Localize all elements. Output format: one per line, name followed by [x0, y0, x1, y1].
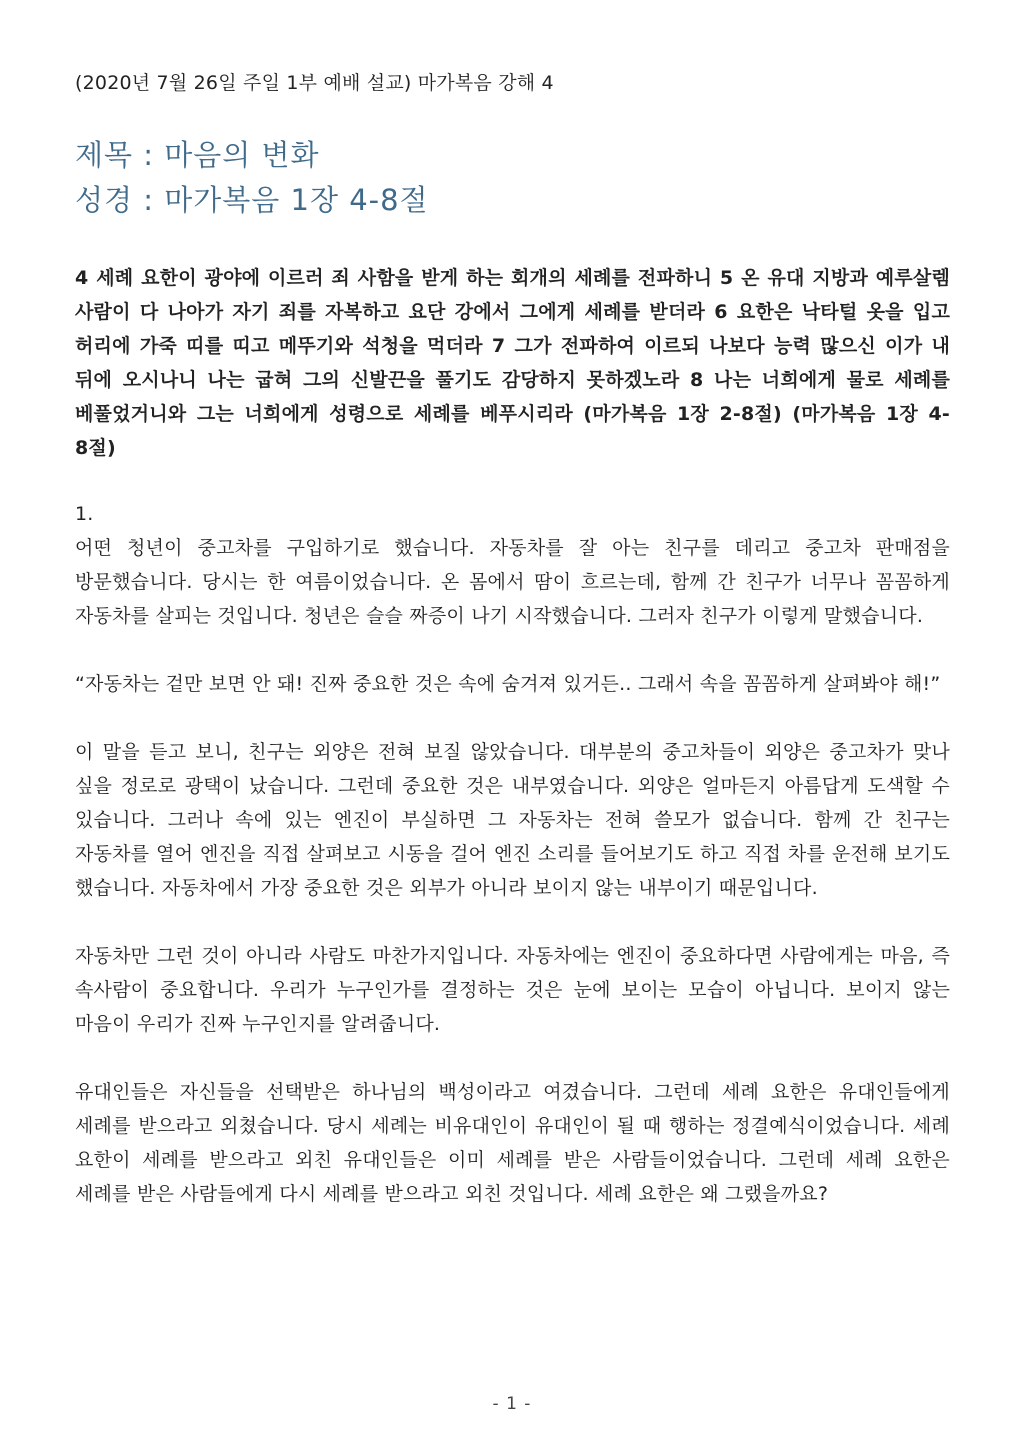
paragraph-car-story: 어떤 청년이 중고차를 구입하기로 했습니다. 자동차를 잘 아는 친구를 데리고 중고차 판매점을 방문했습니다. 당시는 한 여름이었습니다. 온 몸에서 땀이 흐르는데, 함께 간 친구가 너무나 꼼꼼하게 자동차를 살피는 것입니다. 청년은 슬슬 짜증이 나기 시작했습니다. 그러자 친구가 이렇게 말했습니다.	[75, 537, 950, 627]
paragraph-heart: 자동차만 그런 것이 아니라 사람도 마찬가지입니다. 자동차에는 엔진이 중요하다면 사람에게는 마음, 즉 속사람이 중요합니다. 우리가 누구인가를 결정하는 것은 눈에 보이는 모습이 아닙니다. 보이지 않는 마음이 우리가 진짜 누구인지를 알려줍니다.	[75, 945, 950, 1035]
sermon-header: (2020년 7월 26일 주일 1부 예배 설교) 마가복음 강해 4	[75, 72, 554, 94]
paragraph-baptism: 유대인들은 자신들을 선택받은 하나님의 백성이라고 여겼습니다. 그런데 세례 요한은 유대인들에게 세례를 받으라고 외쳤습니다. 당시 세례는 비유대인이 유대인이 될 때 행하는 정결예식이었습니다. 세례 요한이 세례를 받으라고 외친 유대인들은 이미 세례를 받은 사람들이었습니다. 그런데 세례 요한은 세례를 받은 사람들에게 다시 세례를 받으라고 외친 것입니다. 세례 요한은 왜 그랬을까요?	[75, 1081, 950, 1205]
sermon-body	[75, 497, 950, 1245]
paragraph-quote: “자동차는 겉만 보면 안 돼! 진짜 중요한 것은 속에 숨겨져 있거든.. 그래서 속을 꼼꼼하게 살펴봐야 해!”	[75, 673, 941, 695]
section-number: 1.	[75, 503, 94, 525]
scripture-passage: 4 세례 요한이 광야에 이르러 죄 사함을 받게 하는 회개의 세례를 전파하니 5 온 유대 지방과 예루살렘 사람이 다 나아가 자기 죄를 자복하고 요단 강에서 그에게 세례를 받더라 6 요한은 낙타털 옷을 입고 허리에 가죽 띠를 띠고 메뚜기와 석청을 먹더라 7 그가 전파하여 이르되 나보다 능력 많으신 이가 내 뒤에 오시나니 나는 굽혀 그의 신발끈을 풀기도 감당하지 못하겠노라 8 나는 너희에게 물로 세례를 베풀었거니와 그는 너희에게 성령으로 세례를 베푸시리라 (마가복음 1장 2-8절) (마가복음 1장 4-8절)	[75, 267, 950, 459]
page-number: - 1 -	[492, 1394, 532, 1414]
paragraph-engine: 이 말을 듣고 보니, 친구는 외양은 전혀 보질 않았습니다. 대부분의 중고차들이 외양은 중고차가 맞나 싶을 정로로 광택이 났습니다. 그런데 중요한 것은 내부였습니다. 외양은 얼마든지 아름답게 도색할 수 있습니다. 그러나 속에 있는 엔진이 부실하면 그 자동차는 전혀 쓸모가 없습니다. 함께 간 친구는 자동차를 열어 엔진을 직접 살펴보고 시동을 걸어 엔진 소리를 들어보기도 하고 직접 차를 운전해 보기도 했습니다. 자동차에서 가장 중요한 것은 외부가 아니라 보이지 않는 내부이기 때문입니다.	[75, 741, 950, 899]
sermon-title: 제목 : 마음의 변화	[75, 138, 320, 172]
scripture-reference: 성경 : 마가복음 1장 4-8절	[75, 183, 429, 217]
title-block	[75, 133, 955, 223]
